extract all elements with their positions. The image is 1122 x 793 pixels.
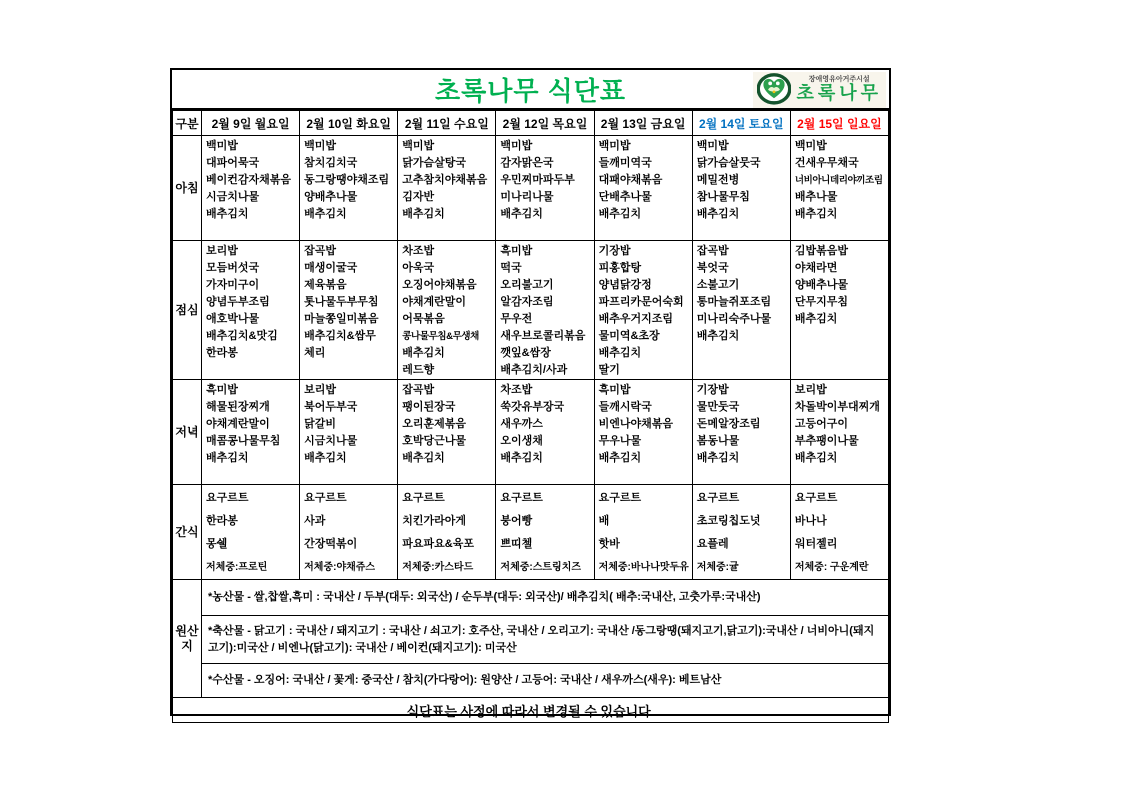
menu-item: 저체중:귤 xyxy=(696,562,739,573)
menu-item: 미나리나물 xyxy=(500,191,554,203)
menu-item: 알감자조림 xyxy=(500,296,554,308)
row-label-snack: 간식 xyxy=(173,485,202,580)
breakfast-cell-day-2 xyxy=(398,136,496,241)
menu-item: 차조밥 xyxy=(500,384,533,396)
menu-item: 요구르트 xyxy=(794,492,838,504)
menu-item: 새우까스 xyxy=(500,418,543,430)
menu-item: 통마늘쥐포조림 xyxy=(696,296,772,308)
breakfast-cell-day-1 xyxy=(300,136,398,241)
menu-item: 보리밥 xyxy=(304,384,337,396)
menu-item: 참나물무침 xyxy=(696,191,750,203)
dinner-cell-day-4 xyxy=(594,380,692,485)
row-label-breakfast: 아침 xyxy=(173,136,202,241)
footer-row xyxy=(173,698,889,723)
menu-item: 잡곡밥 xyxy=(304,245,337,257)
menu-item: 요구르트 xyxy=(206,492,249,504)
breakfast-cell-day-0 xyxy=(202,136,300,241)
facility-type-label: 장애영유아거주시설 xyxy=(808,76,870,84)
menu-item: 메밀전병 xyxy=(696,174,740,186)
menu-item: 저체중:야채쥬스 xyxy=(304,562,376,573)
menu-item: 저체중:바나나맛두유 xyxy=(598,562,689,573)
menu-item: 사과 xyxy=(304,515,326,527)
menu-item: 닭가슴살뭇국 xyxy=(696,157,761,169)
dinner-cell-day-0 xyxy=(202,380,300,485)
menu-item: 배추김치 xyxy=(598,208,642,220)
menu-item: 요플레 xyxy=(696,538,729,550)
menu-item: 북어두부국 xyxy=(304,401,358,413)
menu-item: 보리밥 xyxy=(794,384,827,396)
menu-item: 흑미밥 xyxy=(598,384,631,396)
menu-sheet xyxy=(170,68,891,719)
menu-item: 흑미밥 xyxy=(206,384,238,396)
menu-item: 팽이된장국 xyxy=(402,401,456,413)
menu-item: 배추김치 xyxy=(794,452,838,464)
menu-item: 대패야채볶음 xyxy=(598,174,663,186)
menu-item: 오리훈제볶음 xyxy=(402,418,467,430)
menu-item: 시금치나물 xyxy=(304,435,358,447)
title-bar xyxy=(172,70,889,110)
menu-item: 대파어묵국 xyxy=(206,157,260,169)
menu-item: 매생이굴국 xyxy=(304,262,358,274)
menu-item: 치킨가라아게 xyxy=(402,515,467,527)
day-header-5: 2월 14일 토요일 xyxy=(692,111,790,136)
menu-item: 무우나물 xyxy=(598,435,642,447)
menu-item: 동그랑땡야채조림 xyxy=(304,174,390,186)
dinner-cell-day-5 xyxy=(692,380,790,485)
menu-item: 백미밥 xyxy=(206,140,238,152)
menu-item: 워터젤리 xyxy=(794,538,838,550)
menu-item: 쑥갓유부장국 xyxy=(500,401,565,413)
menu-item: 바나나 xyxy=(794,515,827,527)
menu-item: 톳나물두부무침 xyxy=(304,296,379,308)
menu-item: 오징어야채볶음 xyxy=(402,279,477,291)
snack-cell-day-5 xyxy=(692,485,790,580)
menu-item: 파프리카문어숙회 xyxy=(598,296,684,308)
menu-item: 배추김치 xyxy=(794,208,838,220)
menu-item: 너비아니데리야끼조림 xyxy=(794,175,883,186)
menu-item: 콩나물무침&무생채 xyxy=(402,331,479,342)
snack-cell-day-0 xyxy=(202,485,300,580)
menu-item: 마늘쫑일미볶음 xyxy=(304,313,379,325)
dinner-cell-day-3 xyxy=(496,380,594,485)
menu-item: 배추김치 xyxy=(696,330,740,342)
menu-item: 감자맑은국 xyxy=(500,157,554,169)
menu-item: 잡곡밥 xyxy=(696,245,729,257)
menu-item: 김밥볶음밥 xyxy=(794,245,848,257)
menu-item: 파요파요&육포 xyxy=(402,538,474,550)
menu-item: 오이생채 xyxy=(500,435,543,447)
menu-item: 배추우거지조림 xyxy=(598,313,673,325)
menu-item: 요구르트 xyxy=(304,492,347,504)
menu-item: 배추김치 xyxy=(696,452,740,464)
menu-item: 애호박나물 xyxy=(206,313,260,325)
menu-item: 흑미밥 xyxy=(500,245,533,257)
menu-item: 북엇국 xyxy=(696,262,729,274)
menu-item: 배추김치 xyxy=(206,208,249,220)
menu-item: 베이컨감자채볶음 xyxy=(206,174,292,186)
menu-item: 새우브로콜리볶음 xyxy=(500,330,586,342)
menu-item: 어묵볶음 xyxy=(402,313,445,325)
breakfast-cell-day-4 xyxy=(594,136,692,241)
dinner-cell-day-6 xyxy=(790,380,888,485)
snack-cell-day-4 xyxy=(594,485,692,580)
menu-item: 배추김치&쌈무 xyxy=(304,330,376,342)
row-label-origin: 원산지 xyxy=(173,580,202,698)
menu-item: 배추나물 xyxy=(794,191,838,203)
menu-item: 간장떡볶이 xyxy=(304,538,358,550)
menu-item: 백미밥 xyxy=(794,140,827,152)
menu-item: 보리밥 xyxy=(206,245,238,257)
menu-item: 야채계란말이 xyxy=(402,296,467,308)
menu-item: 백미밥 xyxy=(402,140,435,152)
meal-row-snack xyxy=(173,485,889,580)
menu-item: 닭갈비 xyxy=(304,418,337,430)
menu-item: 배추김치 xyxy=(402,347,445,359)
day-header-row xyxy=(173,111,889,136)
menu-item: 아욱국 xyxy=(402,262,435,274)
menu-item: 저체중:프로틴 xyxy=(206,562,268,573)
menu-item: 저체중: 구운계란 xyxy=(794,562,869,573)
menu-item: 요구르트 xyxy=(500,492,543,504)
menu-item: 배추김치 xyxy=(598,452,642,464)
menu-item: 레드향 xyxy=(402,364,435,376)
menu-item: 봄동나물 xyxy=(696,435,740,447)
day-header-2: 2월 11일 수요일 xyxy=(398,111,496,136)
menu-item: 배추김치 xyxy=(402,452,445,464)
origin-row-seafood xyxy=(173,664,889,698)
lunch-cell-day-5 xyxy=(692,241,790,380)
breakfast-cell-day-5 xyxy=(692,136,790,241)
menu-item: 배추김치 xyxy=(304,208,347,220)
snack-cell-day-3 xyxy=(496,485,594,580)
menu-item: 매콤콩나물무침 xyxy=(206,435,281,447)
menu-item: 무우전 xyxy=(500,313,533,325)
menu-item: 고추참치야채볶음 xyxy=(402,174,488,186)
menu-item: 저체중:스트링치즈 xyxy=(500,562,582,573)
menu-item: 백미밥 xyxy=(500,140,533,152)
menu-item: 요구르트 xyxy=(402,492,445,504)
day-header-3: 2월 12일 목요일 xyxy=(496,111,594,136)
snack-cell-day-6 xyxy=(790,485,888,580)
lunch-cell-day-1 xyxy=(300,241,398,380)
menu-item: 닭가슴살탕국 xyxy=(402,157,467,169)
menu-item: 소불고기 xyxy=(696,279,740,291)
menu-item: 물미역&초장 xyxy=(598,330,660,342)
menu-item: 딸기 xyxy=(598,364,620,376)
day-header-1: 2월 10일 화요일 xyxy=(300,111,398,136)
menu-item: 돈메알장조림 xyxy=(696,418,761,430)
snack-cell-day-2 xyxy=(398,485,496,580)
dinner-cell-day-1 xyxy=(300,380,398,485)
facility-logo xyxy=(753,72,886,108)
menu-item: 물만둣국 xyxy=(696,401,740,413)
menu-item: 기장밥 xyxy=(696,384,729,396)
menu-item: 배추김치 xyxy=(304,452,347,464)
menu-item: 제육볶음 xyxy=(304,279,347,291)
menu-item: 야채라면 xyxy=(794,262,838,274)
menu-item: 시금치나물 xyxy=(206,191,260,203)
menu-item: 잡곡밥 xyxy=(402,384,435,396)
menu-item: 들깨시락국 xyxy=(598,401,652,413)
origin-agricultural-text: *농산물 - 쌀,찹쌀,흑미 : 국내산 / 두부(대두: 외국산) / 순두부(대두: 외국산)/ 배추김치( 배추:국내산, 고춧가루:국내산) xyxy=(202,580,889,616)
menu-item: 떡국 xyxy=(500,262,522,274)
menu-item: 피홍합탕 xyxy=(598,262,642,274)
day-header-0: 2월 9일 월요일 xyxy=(202,111,300,136)
menu-item: 호박당근나물 xyxy=(402,435,467,447)
logo-text xyxy=(796,76,882,103)
menu-table xyxy=(172,110,889,723)
lunch-cell-day-3 xyxy=(496,241,594,380)
menu-item: 배추김치 xyxy=(402,208,445,220)
row-label-lunch: 점심 xyxy=(173,241,202,380)
menu-item: 붕어빵 xyxy=(500,515,533,527)
footer-note: 식단표는 사정에 따라서 변경될 수 있습니다. xyxy=(173,698,889,723)
lunch-cell-day-2 xyxy=(398,241,496,380)
menu-item: 백미밥 xyxy=(598,140,631,152)
snack-cell-day-1 xyxy=(300,485,398,580)
menu-item: 해물된장찌개 xyxy=(206,401,270,413)
menu-item: 쁘띠첼 xyxy=(500,538,533,550)
menu-item: 건새우무채국 xyxy=(794,157,859,169)
menu-item: 요구르트 xyxy=(696,492,740,504)
menu-item: 한라봉 xyxy=(206,347,238,359)
origin-row-agricultural xyxy=(173,580,889,616)
menu-item: 배추김치 xyxy=(794,313,838,325)
menu-item: 참치김치국 xyxy=(304,157,358,169)
meal-row-dinner xyxy=(173,380,889,485)
menu-item: 백미밥 xyxy=(696,140,729,152)
menu-item: 백미밥 xyxy=(304,140,337,152)
origin-seafood-text: *수산물 - 오징어: 국내산 / 꽃게: 중국산 / 참치(가다랑어): 원양산 / 고등어: 국내산 / 새우까스(새우): 베트남산 xyxy=(202,664,889,698)
facility-name-label: 초록나무 xyxy=(796,82,882,103)
menu-item: 비엔나야채볶음 xyxy=(598,418,673,430)
page-title: 초록나무 식단표 xyxy=(434,75,627,106)
breakfast-cell-day-6 xyxy=(790,136,888,241)
menu-item: 오리불고기 xyxy=(500,279,554,291)
lunch-cell-day-0 xyxy=(202,241,300,380)
menu-item: 차돌박이부대찌개 xyxy=(794,401,880,413)
dinner-cell-day-2 xyxy=(398,380,496,485)
menu-item: 배추김치/사과 xyxy=(500,364,568,376)
menu-item: 차조밥 xyxy=(402,245,435,257)
menu-item: 단무지무침 xyxy=(794,296,848,308)
menu-item: 배추김치&맛김 xyxy=(206,330,278,342)
menu-item: 가자미구이 xyxy=(206,279,260,291)
menu-item: 초코링칩도넛 xyxy=(696,515,761,527)
menu-item: 배추김치 xyxy=(500,208,543,220)
breakfast-cell-day-3 xyxy=(496,136,594,241)
day-header-6: 2월 15일 일요일 xyxy=(790,111,888,136)
menu-item: 한라봉 xyxy=(206,515,238,527)
menu-item: 야채계란말이 xyxy=(206,418,270,430)
menu-item: 체리 xyxy=(304,347,326,359)
menu-item: 양배추나물 xyxy=(794,279,848,291)
green-tree-heart-icon xyxy=(757,71,791,110)
menu-item: 몽쉘 xyxy=(206,538,228,550)
row-label-dinner: 저녁 xyxy=(173,380,202,485)
menu-item: 양념닭강정 xyxy=(598,279,652,291)
menu-item: 김자반 xyxy=(402,191,435,203)
menu-item: 배추김치 xyxy=(696,208,740,220)
lunch-cell-day-6 xyxy=(790,241,888,380)
menu-item: 단배추나물 xyxy=(598,191,652,203)
menu-item: 부추팽이나물 xyxy=(794,435,859,447)
origin-row-livestock xyxy=(173,616,889,664)
menu-item: 미나리숙주나물 xyxy=(696,313,772,325)
menu-item: 고등어구이 xyxy=(794,418,848,430)
menu-item: 요구르트 xyxy=(598,492,642,504)
menu-item: 양념두부조림 xyxy=(206,296,270,308)
menu-item: 모듬버섯국 xyxy=(206,262,260,274)
menu-item: 양배추나물 xyxy=(304,191,358,203)
menu-item: 기장밥 xyxy=(598,245,631,257)
menu-item: 저체중:카스타드 xyxy=(402,562,474,573)
menu-item: 배 xyxy=(598,515,610,527)
menu-item: 배추김치 xyxy=(598,347,642,359)
menu-item: 배추김치 xyxy=(500,452,543,464)
menu-item: 깻잎&쌈장 xyxy=(500,347,551,359)
lunch-cell-day-4 xyxy=(594,241,692,380)
menu-item: 우민찌마파두부 xyxy=(500,174,575,186)
menu-item: 들깨미역국 xyxy=(598,157,652,169)
corner-header: 구분 xyxy=(173,111,202,136)
menu-item: 배추김치 xyxy=(206,452,249,464)
menu-item: 핫바 xyxy=(598,538,620,550)
day-header-4: 2월 13일 금요일 xyxy=(594,111,692,136)
meal-row-breakfast xyxy=(173,136,889,241)
origin-livestock-text: *축산물 - 닭고기 : 국내산 / 돼지고기 : 국내산 / 쇠고기: 호주산, 국내산 / 오리고기: 국내산 /동그랑땡(돼지고기,닭고기):국내산 / 너비아니(돼지고기):미국산 / 비엔나(닭고기): 국내산 / 베이컨(돼지고기): 미국산 xyxy=(202,616,889,664)
meal-row-lunch xyxy=(173,241,889,380)
